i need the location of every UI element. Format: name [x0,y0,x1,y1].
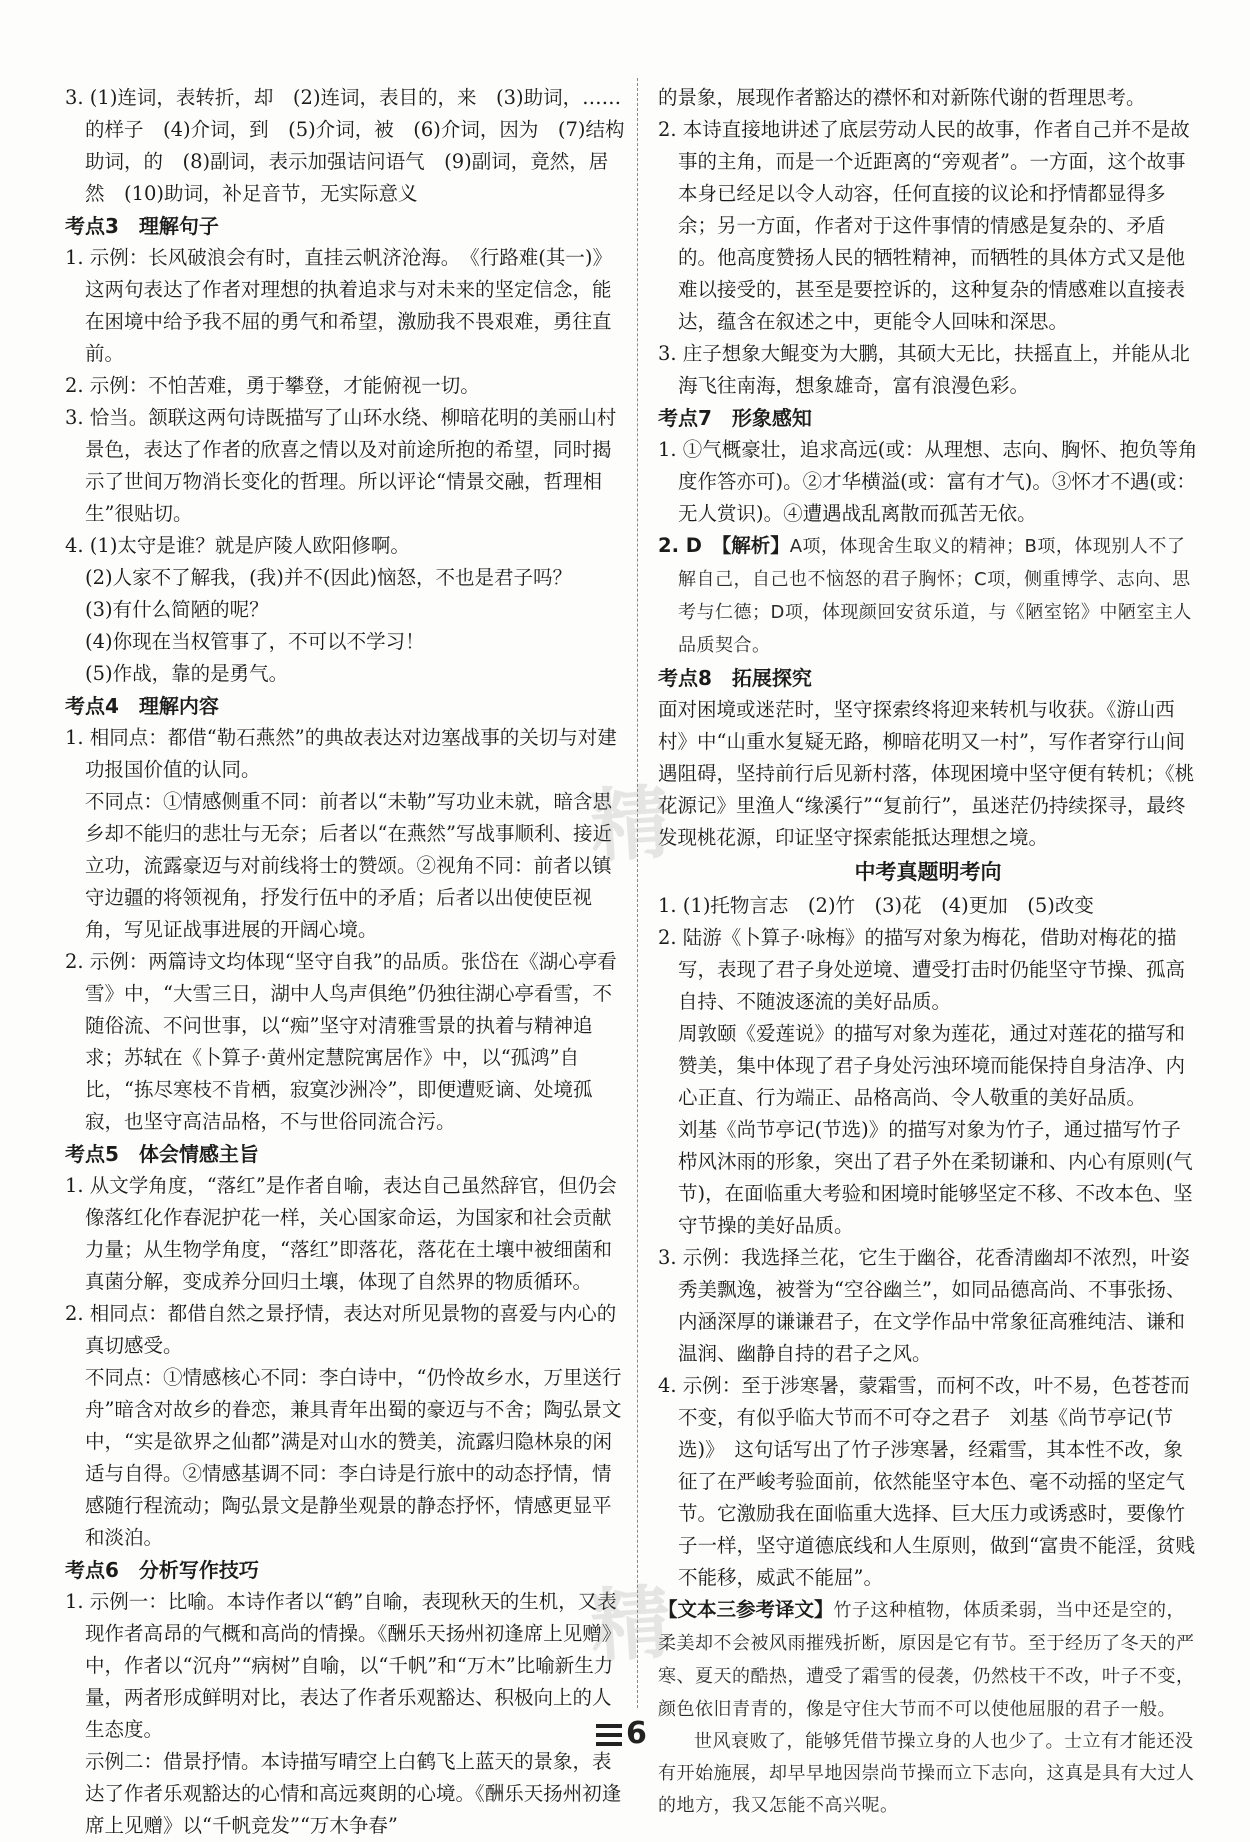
section-heading: 考点7 形象感知 [658,406,812,430]
answer-subitem: 不同点：①情感侧重不同：前者以“未勒”写功业未就，暗含思乡却不能归的悲壮与无奈；后者以“在燕然”写战事顺利、接近立功，流露豪迈与对前线将士的赞颂。②视角不同：前者以镇守边疆的将领视角，抒发行伍中的矛盾；后者以出使使臣视角，写见证战事进展的开阔心境。 [85,790,612,941]
answer-item: 2. 本诗直接地讲述了底层劳动人民的故事，作者自己并不是故事的主角，而是一个近距离的“旁观者”。一方面，这个故事本身已经足以令人动容，任何直接的议论和抒情都显得多余；另一方面，作者对于这件事情的情感是复杂的、矛盾的。他高度赞扬人民的牺牲精神，而牺牲的具体方式又是他难以接受的，甚至是要控诉的，这种复杂的情感难以直接表达，蕴含在叙述之中，更能令人回味和深思。 [658,118,1190,333]
page-number-decoration [596,1724,624,1746]
answer-item: 1. 相同点：都借“勒石燕然”的典故表达对边塞战事的关切与对建功报国价值的认同。 [65,726,617,781]
section-heading: 考点8 拓展探究 [658,666,812,690]
translation-text: 竹子这种植物，体质柔弱，当中还是空的，柔美却不会被风雨摧残折断，原因是它有节。至于经历了冬天的严寒、夏天的酷热，遭受了霜雪的侵袭，仍然枝干不改，叶子不变，颜色依旧青青的，像是守住大节而不可以使他屈服的君子一般。 [658,1600,1195,1720]
page-number-text: 6 [626,1716,647,1751]
answer-item: 4. 示例：至于涉寒暑，蒙霜雪，而柯不改，叶不易，色苍苍而不变，有似乎临大节而不可夺之君子 刘基《尚节亭记(节选)》 这句话写出了竹子涉寒暑，经霜雪，其本性不改，象征了在严峻考验面前，依然能坚守本色、毫不动摇的坚定气节。它激励我在面临重大选择、巨大压力或诱惑时，要像竹子一样，坚守道德底线和人生原则，做到“富贵不能淫，贫贱不能移，威武不能屈”。 [658,1374,1195,1589]
analysis-label: 2. D 【解析】 [658,534,790,557]
answer-subitem: 示例二：借景抒情。本诗描写晴空上白鹤飞上蓝天的景象，表达了作者乐观豁达的心情和高远爽朗的心境。《酬乐天扬州初逢席上见赠》以“千帆竞发”“万木争春” [85,1750,622,1837]
section-heading: 考点5 体会情感主旨 [65,1142,259,1166]
answer-item: 3. 庄子想象大鲲变为大鹏，其硕大无比，扶摇直上，并能从北海飞往南海，想象雄奇，富有浪漫色彩。 [658,342,1190,397]
section-heading: 考点6 分析写作技巧 [65,1558,259,1582]
answer-item: 1. 示例：长风破浪会有时，直挂云帆济沧海。 《行路难(其一)》 这两句表达了作者对理想的执着追求与对未来的坚定信念，能在困境中给予我不屈的勇气和希望，激励我不畏艰难，勇往直前。 [65,246,622,365]
answer-item: 3. (1)连词，表转折，却 (2)连词，表目的，来 (3)助词，……的样子 (4)介词，到 (5)介词，被 (6)介词，因为 (7)结构助词，的 (8)副词，表示加强诘问语气 (9)副词，竟然，居然 (10)助词，补足音节，无实际意义 [65,86,625,205]
answer-item: 3. 恰当。颔联这两句诗既描写了山环水绕、柳暗花明的美丽山村景色，表达了作者的欣喜之情以及对前途所抱的希望，同时揭示了世间万物消长变化的哲理。所以评论“情景交融，哲理相生”很贴切。 [65,406,617,525]
answer-item: 1. ①气概豪壮，追求高远(或：从理想、志向、胸怀、抱负等角度作答亦可)。②才华横溢(或：富有才气)。③怀才不遇(或：无人赏识)。④遭遇战乱离散而孤苦无依。 [658,438,1198,525]
answer-item: 1. (1)托物言志 (2)竹 (3)花 (4)更加 (5)改变 [658,894,1094,917]
section-heading: 考点3 理解句子 [65,214,219,238]
section-heading: 考点4 理解内容 [65,694,219,718]
answer-item: 2. 陆游《卜算子·咏梅》的描写对象为梅花，借助对梅花的描写，表现了君子身处逆境、遭受打击时仍能坚守节操、孤高自持、不随波逐流的美好品质。 [658,926,1186,1013]
answer-subitem: (4)你现在当权管事了，不可以不学习！ [85,630,425,653]
zhongkao-title: 中考真题明考向 [854,860,1002,884]
answer-subitem: (5)作战，靠的是勇气。 [85,662,289,685]
watermark-logo: 精 [587,1575,680,1674]
page-number [596,1716,656,1754]
answer-item [658,530,1198,662]
analysis-text: A项，体现舍生取义的精神；B项，体现别人不了解自己，自己也不恼怒的君子胸怀；C项，侧重博学、志向、思考与仁德；D项，体现颜回安贫乐道，与《陋室铭》中陋室主人品质契合。 [678,536,1192,656]
answer-subitem: (2)人家不了解我，(我)并不(因此)恼怒，不也是君子吗？ [85,566,573,589]
column-divider [637,78,638,1708]
answer-subitem: 不同点：①情感核心不同：李白诗中，“仍怜故乡水，万里送行舟”暗含对故乡的眷恋，兼具青年出蜀的豪迈与不舍；陶弘景文中，“实是欲界之仙都”满是对山水的赞美，流露归隐林泉的闲适与自得。②情感基调不同：李白诗是行旅中的动态抒情，情感随行程流动；陶弘景文是静坐观景的静态抒怀，情感更显平和淡泊。 [85,1366,622,1549]
right-column [658,82,1198,1822]
answer-item: 4. (1)太守是谁？就是庐陵人欧阳修啊。 [65,534,410,557]
answer-item: 面对困境或迷茫时，坚守探索终将迎来转机与收获。《游山西村》中“山重水复疑无路，柳暗花明又一村”，写作者穿行山间遇阻碍，坚持前行后见新村落，体现困境中坚守便有转机；《桃花源记》里渔人“缘溪行”“复前行”，虽迷茫仍持续探寻，最终发现桃花源，印证坚守探索能抵达理想之境。 [658,698,1195,849]
answer-item: 2. 相同点：都借自然之景抒情，表达对所见景物的喜爱与内心的真切感受。 [65,1302,617,1357]
translation-label: 【文本三参考译文】 [658,1598,834,1621]
answer-item: 3. 示例：我选择兰花，它生于幽谷，花香清幽却不浓烈，叶姿秀美飘逸，被誉为“空谷幽兰”，如同品德高尚、不事张扬、内涵深厚的谦谦君子，在文学作品中常象征高雅纯洁、谦和温润、幽静自持的君子之风。 [658,1246,1190,1365]
answer-item: 1. 示例一：比喻。本诗作者以“鹤”自喻，表现秋天的生机，又表现作者高昂的气概和高尚的情操。《酬乐天扬州初逢席上见赠》中，作者以“沉舟”“病树”自喻，以“千帆”和“万木”比喻新生力量，两者形成鲜明对比，表达了作者乐观豁达、积极向上的人生态度。 [65,1590,622,1741]
answer-item: 2. 示例：不怕苦难，勇于攀登，才能俯视一切。 [65,374,480,397]
translation-block [658,1594,1198,1726]
answer-subitem: 周敦颐《爱莲说》的描写对象为莲花，通过对莲花的描写和赞美，集中体现了君子身处污浊环境而能保持自身洁净、内心正直、行为端正、品格高尚、令人敬重的美好品质。 [678,1022,1186,1109]
answer-subitem: 刘基《尚节亭记(节选)》的描写对象为竹子，通过描写竹子栉风沐雨的形象，突出了君子外在柔韧谦和、内心有原则(气节)，在面临重大考验和困境时能够坚定不移、不改本色、坚守节操的美好品质。 [678,1118,1193,1237]
answer-item: 2. 示例：两篇诗文均体现“坚守自我”的品质。张岱在《湖心亭看雪》中，“大雪三日，湖中人鸟声俱绝”仍独往湖心亭看雪，不随俗流、不问世事，以“痴”坚守对清雅雪景的执着与精神追求；苏轼在《卜算子·黄州定慧院寓居作》中，以“孤鸿”自比，“拣尽寒枝不肯栖，寂寞沙洲冷”，即便遭贬谪、处境孤寂，也坚守高洁品格，不与世俗同流合污。 [65,950,617,1133]
answer-subitem: (3)有什么简陋的呢？ [85,598,269,621]
answer-continuation: 的景象，展现作者豁达的襟怀和对新陈代谢的哲理思考。 [658,86,1146,109]
answer-item: 1. 从文学角度，“落红”是作者自喻，表达自己虽然辞官，但仍会像落红化作春泥护花一样，关心国家命运，为国家和社会贡献力量；从生物学角度，“落红”即落花，落花在土壤中被细菌和真菌分解，变成养分回归土壤，体现了自然界的物质循环。 [65,1174,617,1293]
left-column [65,82,625,1842]
translation-text-2: 世风衰败了，能够凭借节操立身的人也少了。士立有才能还没有开始施展，却早早地因崇尚节操而立下志向，这真是具有大过人的地方，我又怎能不高兴呢。 [658,1731,1195,1816]
watermark-logo: 精 [587,775,680,874]
